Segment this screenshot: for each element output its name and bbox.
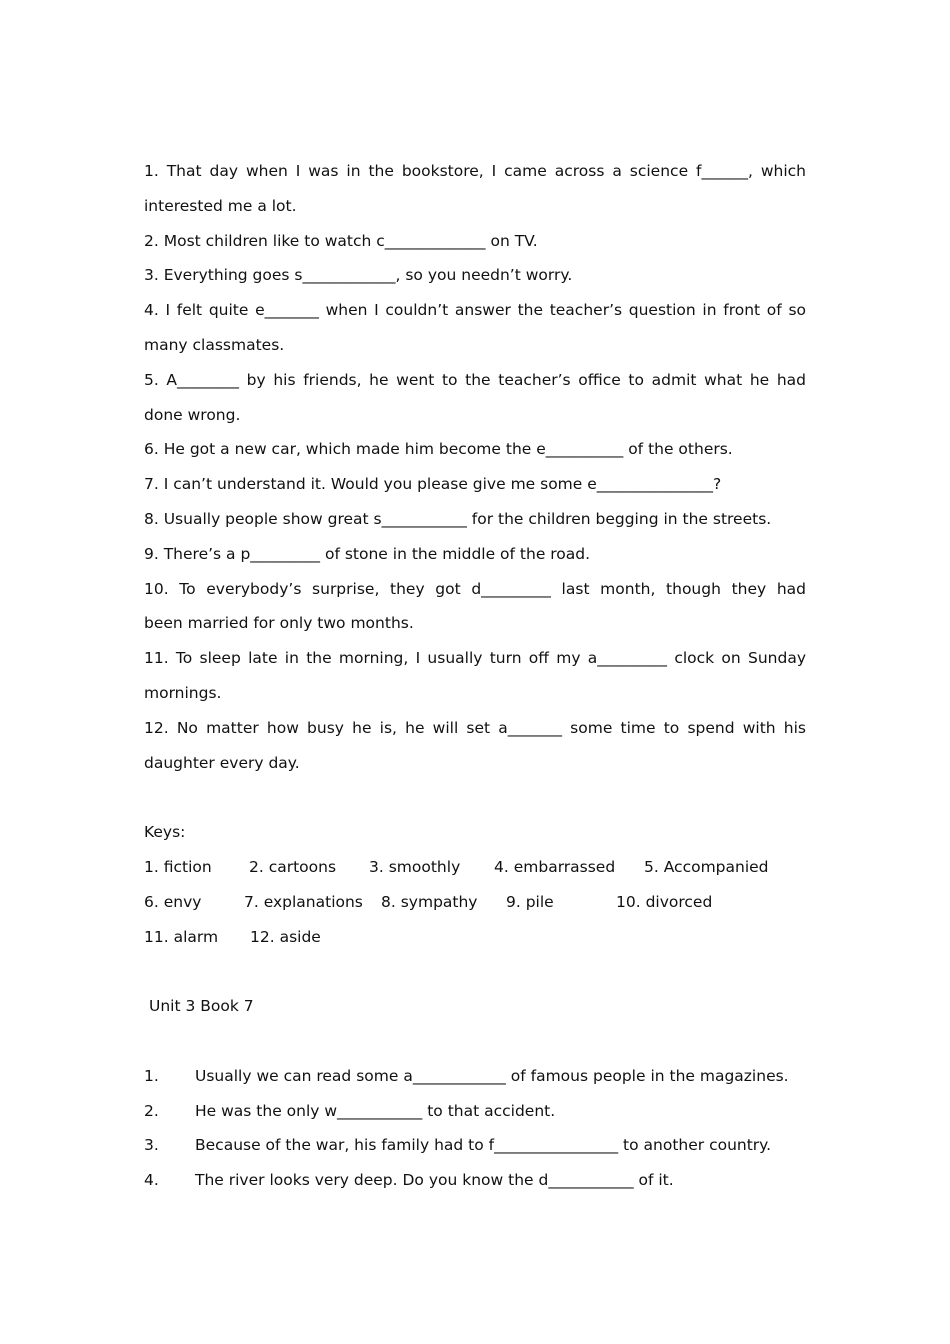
question-10-line-1: 10. To everybody’s surprise, they got d_________ last month, though they had (144, 579, 806, 598)
question-4-line-1: 4. I felt quite e_______ when I couldn’t answer the teacher’s question in front of so (144, 301, 806, 320)
question-6: 6. He got a new car, which made him become the e__________ of the others. (144, 440, 733, 459)
question-12-line-1: 12. No matter how busy he is, he will set a_______ some time to spend with his (144, 718, 806, 737)
question-1-line-1: 1. That day when I was in the bookstore, I came across a science f______, which (144, 162, 806, 180)
list-item (144, 1128, 806, 1163)
item-text: Because of the war, his family had to f________________ to another country. (195, 1136, 772, 1155)
spacer (144, 1024, 806, 1059)
question-1-line-2: interested me a lot. (144, 196, 297, 215)
key-9: 9. pile (506, 892, 554, 911)
question-9: 9. There’s a p_________ of stone in the middle of the road. (144, 544, 591, 563)
question-3: 3. Everything goes s____________, so you needn’t worry. (144, 266, 573, 285)
item-number: 1. (144, 1066, 159, 1085)
question-11-line-1: 11. To sleep late in the morning, I usually turn off my a_________ clock on Sunday (144, 649, 806, 668)
question-1 (144, 154, 806, 224)
question-7: 7. I can’t understand it. Would you please give me some e_______________? (144, 475, 722, 494)
document-page (144, 154, 806, 1198)
keys-heading: Keys: (144, 823, 186, 842)
list-item (144, 1094, 806, 1129)
question-10 (144, 572, 806, 642)
key-6: 6. envy (144, 892, 202, 911)
list-item (144, 1059, 806, 1094)
question-4 (144, 293, 806, 363)
key-4: 4. embarrassed (494, 857, 616, 876)
question-8: 8. Usually people show great s___________ for the children begging in the streets. (144, 509, 772, 528)
key-8: 8. sympathy (381, 892, 478, 911)
list-item (144, 1163, 806, 1198)
exercise-1 (144, 154, 806, 780)
key-11: 11. alarm (144, 927, 219, 946)
key-1: 1. fiction (144, 857, 212, 876)
key-7: 7. explanations (244, 892, 363, 911)
question-10-line-2: been married for only two months. (144, 614, 414, 633)
item-number: 4. (144, 1171, 159, 1190)
key-3: 3. smoothly (369, 857, 461, 876)
question-12 (144, 711, 806, 781)
keys-row-1 (144, 850, 806, 885)
answer-keys (144, 815, 806, 954)
keys-row-3 (144, 920, 806, 955)
question-11-line-2: mornings. (144, 683, 222, 702)
keys-row-2 (144, 885, 806, 920)
item-number: 2. (144, 1101, 159, 1120)
question-5-line-1: 5. A________ by his friends, he went to the teacher’s office to admit what he had (144, 370, 806, 389)
exercise-2 (144, 1059, 806, 1198)
question-11 (144, 641, 806, 711)
section-heading: Unit 3 Book 7 (149, 997, 254, 1016)
question-12-line-2: daughter every day. (144, 753, 300, 772)
item-text: He was the only w___________ to that accident. (195, 1101, 556, 1120)
item-text: The river looks very deep. Do you know the d___________ of it. (195, 1171, 674, 1190)
key-12: 12. aside (250, 927, 321, 946)
item-text: Usually we can read some a____________ of famous people in the magazines. (195, 1066, 789, 1085)
spacer (144, 780, 806, 815)
key-10: 10. divorced (616, 892, 713, 911)
key-2: 2. cartoons (249, 857, 337, 876)
spacer (144, 954, 806, 989)
question-2: 2. Most children like to watch c_____________ on TV. (144, 231, 538, 250)
item-number: 3. (144, 1136, 159, 1155)
question-5 (144, 363, 806, 433)
question-4-line-2: many classmates. (144, 335, 285, 354)
key-5: 5. Accompanied (644, 857, 769, 876)
question-5-line-2: done wrong. (144, 405, 241, 424)
